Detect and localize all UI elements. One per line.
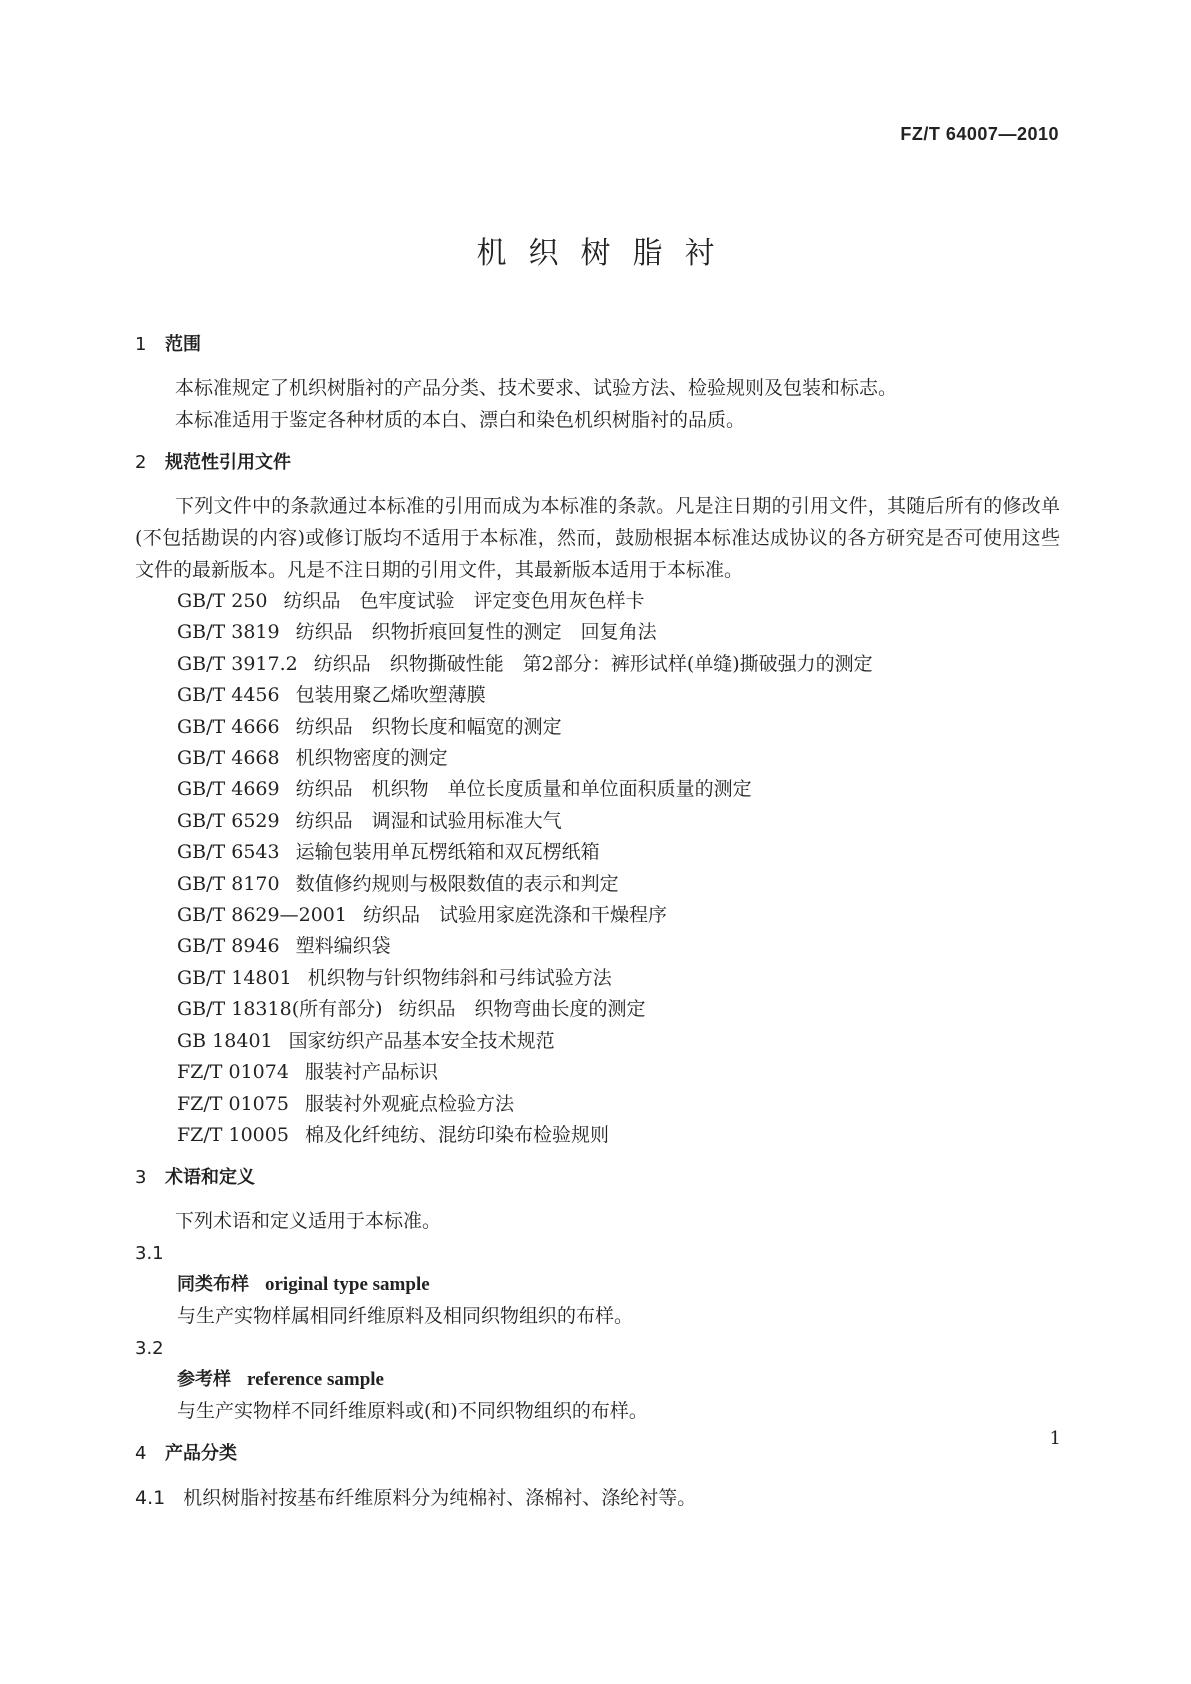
reference-title: 棉及化纤纯纺、混纺印染布检验规则 xyxy=(304,1123,609,1146)
reference-code: GB/T 3917.2 xyxy=(177,652,298,675)
reference-title: 纺织品 调湿和试验用标准大气 xyxy=(295,809,562,832)
reference-title: 机织物密度的测定 xyxy=(295,747,448,770)
term-english: reference sample xyxy=(247,1369,384,1391)
reference-item xyxy=(135,743,1060,774)
clause-number: 4.1 xyxy=(135,1487,166,1510)
term-definition: 与生产实物样属相同纤维原料及相同织物组织的布样。 xyxy=(177,1305,634,1328)
reference-item xyxy=(135,1057,1060,1088)
reference-title: 纺织品 织物折痕回复性的测定 回复角法 xyxy=(295,621,657,644)
reference-code: GB/T 3819 xyxy=(177,621,280,644)
reference-title: 纺织品 色牢度试验 评定变色用灰色样卡 xyxy=(283,590,645,612)
reference-code: GB/T 8946 xyxy=(177,935,280,958)
reference-code: FZ/T 10005 xyxy=(177,1123,289,1146)
reference-code: GB/T 6543 xyxy=(177,841,280,864)
term-chinese: 参考样 xyxy=(177,1369,231,1391)
reference-code: GB/T 4456 xyxy=(177,684,280,707)
reference-code: GB 18401 xyxy=(177,1029,273,1052)
reference-item xyxy=(135,900,1060,931)
term-chinese: 同类布样 xyxy=(177,1274,249,1296)
paragraph: 本标准规定了机织树脂衬的产品分类、技术要求、试验方法、检验规则及包装和标志。 xyxy=(175,377,898,399)
paragraph: 本标准适用于鉴定各种材质的本白、漂白和染色机织树脂衬的品质。 xyxy=(175,409,746,431)
reference-code: GB/T 14801 xyxy=(177,966,292,989)
reference-code: FZ/T 01074 xyxy=(177,1061,289,1084)
clause-text: 机织树脂衬按基布纤维原料分为纯棉衬、涤棉衬、涤纶衬等。 xyxy=(183,1487,697,1510)
page-number: 1 xyxy=(1049,1428,1061,1449)
section-number: 4 xyxy=(135,1443,147,1465)
reference-item xyxy=(135,680,1060,711)
reference-code: GB/T 8629—2001 xyxy=(177,904,347,927)
reference-title: 塑料编织袋 xyxy=(295,935,391,958)
reference-item xyxy=(135,869,1060,900)
reference-code: FZ/T 01075 xyxy=(177,1092,289,1115)
reference-item xyxy=(135,1089,1060,1120)
section-title: 规范性引用文件 xyxy=(165,452,291,473)
section-number: 1 xyxy=(135,334,147,355)
reference-title: 服装衬外观疵点检验方法 xyxy=(304,1092,514,1115)
reference-title: 纺织品 织物撕破性能 第2部分：裤形试样(单缝)撕破强力的测定 xyxy=(313,652,873,675)
reference-code: GB/T 6529 xyxy=(177,809,280,832)
reference-title: 纺织品 织物长度和幅宽的测定 xyxy=(295,715,562,738)
reference-title: 机织物与针织物纬斜和弓纬试验方法 xyxy=(307,966,612,989)
reference-title: 纺织品 试验用家庭洗涤和干燥程序 xyxy=(362,904,667,927)
reference-code: GB/T 4666 xyxy=(177,715,280,738)
reference-item xyxy=(135,994,1060,1025)
reference-item xyxy=(135,617,1060,648)
section-heading-normative-references xyxy=(135,446,1060,480)
reference-item xyxy=(135,712,1060,743)
reference-item xyxy=(135,774,1060,805)
section-title: 产品分类 xyxy=(165,1443,237,1465)
section-number: 2 xyxy=(135,452,147,473)
section-number: 3 xyxy=(135,1167,147,1189)
reference-title: 运输包装用单瓦楞纸箱和双瓦楞纸箱 xyxy=(295,841,600,864)
reference-title: 国家纺织产品基本安全技术规范 xyxy=(288,1029,555,1052)
document-title: 机织树脂衬 xyxy=(476,236,737,271)
reference-code: GB/T 8170 xyxy=(177,872,280,895)
term-entry xyxy=(135,1364,1060,1395)
reference-title: 数值修约规则与极限数值的表示和判定 xyxy=(295,872,619,895)
reference-item xyxy=(135,806,1060,837)
document-body xyxy=(135,318,1060,1515)
section-heading-scope xyxy=(135,328,1060,362)
reference-title: 纺织品 织物弯曲长度的测定 xyxy=(398,998,646,1021)
paragraph: 下列文件中的条款通过本标准的引用而成为本标准的条款。凡是注日期的引用文件，其随后所有的修改单(不包括勘误的内容)或修订版均不适用于本标准，然而，鼓励根据本标准达成协议的各方研究是否可使用这些文件的最新版本。凡是不注日期的引用文件，其最新版本适用于本标准。 xyxy=(135,495,1060,581)
section-heading-terms-definitions xyxy=(135,1161,1060,1195)
reference-code: GB/T 4668 xyxy=(177,747,280,770)
reference-title: 包装用聚乙烯吹塑薄膜 xyxy=(295,684,486,707)
paragraph: 下列术语和定义适用于本标准。 xyxy=(175,1210,442,1233)
section-heading-product-classification xyxy=(135,1437,1060,1471)
reference-item xyxy=(135,649,1060,680)
standard-code: FZ/T 64007—2010 xyxy=(900,124,1059,144)
reference-code: GB/T 18318(所有部分) xyxy=(177,998,383,1021)
reference-item xyxy=(135,1120,1060,1151)
reference-item xyxy=(135,963,1060,994)
term-number: 3.2 xyxy=(135,1338,164,1360)
reference-code: GB/T 250 xyxy=(177,590,268,612)
section-title: 术语和定义 xyxy=(165,1167,255,1189)
reference-item xyxy=(135,931,1060,962)
reference-code: GB/T 4669 xyxy=(177,778,280,801)
reference-title: 服装衬产品标识 xyxy=(304,1061,438,1084)
section-title: 范围 xyxy=(165,334,201,355)
term-definition: 与生产实物样不同纤维原料或(和)不同织物组织的布样。 xyxy=(177,1400,648,1423)
reference-item xyxy=(135,1026,1060,1057)
term-number: 3.1 xyxy=(135,1243,164,1265)
term-english: original type sample xyxy=(265,1274,430,1296)
reference-list xyxy=(135,586,1060,1151)
reference-title: 纺织品 机织物 单位长度质量和单位面积质量的测定 xyxy=(295,778,752,801)
clause xyxy=(135,1481,1060,1515)
reference-item xyxy=(135,837,1060,868)
term-entry xyxy=(135,1269,1060,1300)
reference-item xyxy=(135,586,1060,617)
